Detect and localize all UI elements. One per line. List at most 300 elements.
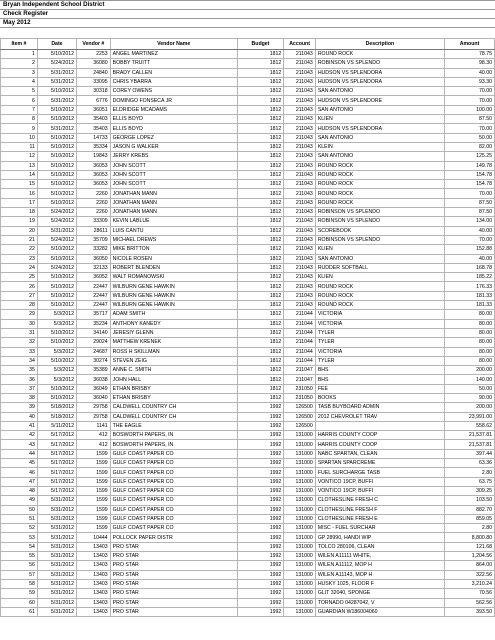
budget-cell: 1812 [237,263,284,272]
vendor-number-cell: 22447 [76,282,110,291]
date-cell: 5/10/2012 [37,142,76,151]
amount-cell: 98.30 [445,59,495,68]
item-cell: 40 [1,412,38,421]
budget-cell: 1992 [237,607,284,616]
budget-cell: 1812 [237,124,284,133]
budget-cell: 1992 [237,579,284,588]
vendor-number-cell: 1599 [76,486,110,495]
account-cell: 131000 [284,524,315,533]
account-cell: 131000 [284,440,315,449]
amount-cell: 80.00 [445,310,495,319]
budget-cell: 1992 [237,524,284,533]
table-row [1,282,495,291]
amount-cell: 309.25 [445,486,495,495]
table-row [1,217,495,226]
budget-cell: 1812 [237,310,284,319]
item-cell: 23 [1,254,38,263]
date-cell: 5/10/2012 [37,133,76,142]
district-title: Bryan Independent School District [3,1,105,8]
amount-cell: 125.25 [445,152,495,161]
vendor-name-cell: NICOLE ROSEN [110,254,237,263]
item-cell: 44 [1,449,38,458]
table-row [1,514,495,523]
date-cell: 5/3/2012 [37,347,76,356]
account-cell: 131000 [284,607,315,616]
date-cell: 5/10/2012 [37,198,76,207]
amount-cell: 80.00 [445,356,495,365]
table-row [1,496,495,505]
item-cell: 27 [1,291,38,300]
header-rule-3 [0,27,495,28]
description-cell: RUDDER SOFTBALL [315,263,444,272]
vendor-number-cell: 30318 [76,87,110,96]
table-row [1,235,495,244]
item-cell: 15 [1,180,38,189]
vendor-number-cell: 35334 [76,142,110,151]
account-cell: 211043 [284,245,315,254]
description-cell: TOLCO 280106, CLEAN [315,542,444,551]
amount-cell: 121.68 [445,542,495,551]
vendor-number-cell: 2260 [76,208,110,217]
item-cell: 22 [1,245,38,254]
vendor-name-cell: JONATHAN MANN [110,189,237,198]
header-top-rule [0,0,495,1]
table-row [1,115,495,124]
account-cell: 131000 [284,477,315,486]
account-cell: 211043 [284,142,315,151]
vendor-number-cell: 13403 [76,589,110,598]
amount-cell: 82.00 [445,142,495,151]
vendor-name-cell: WILBURN GENE HAWKIN [110,282,237,291]
vendor-name-cell: LUIS CANTU [110,226,237,235]
item-cell: 59 [1,589,38,598]
amount-cell: 181.33 [445,291,495,300]
amount-cell: 3,210.24 [445,579,495,588]
header-rule-2 [0,18,495,19]
budget-cell: 1812 [237,301,284,310]
item-cell: 39 [1,403,38,412]
date-cell: 5/17/2012 [37,449,76,458]
report-title: Check Register [3,10,49,17]
vendor-name-cell: PRO STAR [110,552,237,561]
budget-cell: 1992 [237,486,284,495]
amount-cell: 50.00 [445,384,495,393]
vendor-number-cell: 33282 [76,245,110,254]
vendor-number-cell: 29758 [76,412,110,421]
amount-cell: 393.50 [445,607,495,616]
description-cell: 2012 CHEVROLET TRAV [315,412,444,421]
vendor-number-cell: 30274 [76,356,110,365]
header-rule-1 [0,9,495,10]
vendor-name-cell: JERESIY GLENN [110,328,237,337]
vendor-number-cell: 1599 [76,449,110,458]
account-cell: 211044 [284,356,315,365]
vendor-name-cell: ANTHONY KANEDY [110,319,237,328]
table-row [1,366,495,375]
item-cell: 52 [1,524,38,533]
budget-cell: 1992 [237,514,284,523]
account-cell: 131000 [284,542,315,551]
budget-cell: 1812 [237,291,284,300]
item-cell: 14 [1,170,38,179]
date-cell: 5/24/2012 [37,217,76,226]
date-cell: 5/31/2012 [37,561,76,570]
date-cell: 5/10/2012 [37,273,76,282]
account-cell: 211043 [284,133,315,142]
vendor-number-cell: 36053 [76,161,110,170]
amount-cell: 80.00 [445,319,495,328]
item-cell: 46 [1,468,38,477]
account-cell: 211043 [284,282,315,291]
date-cell: 5/10/2012 [37,180,76,189]
vendor-number-cell: 13403 [76,570,110,579]
budget-cell: 1812 [237,198,284,207]
vendor-number-cell: 33095 [76,77,110,86]
item-cell: 49 [1,496,38,505]
description-cell: ROBINSON VS SPLENDO [315,217,444,226]
description-cell: ROUND ROCK [315,282,444,291]
amount-cell: 185.22 [445,273,495,282]
table-row [1,189,495,198]
account-cell: 211044 [284,328,315,337]
table-row [1,561,495,570]
description-cell: VICTORIA [315,347,444,356]
item-cell: 54 [1,542,38,551]
date-cell: 5/10/2012 [37,170,76,179]
account-cell: 131000 [284,486,315,495]
vendor-name-cell: JOHN SCOTT [110,161,237,170]
col-header-date: Date [37,39,76,50]
date-cell: 5/24/2012 [37,235,76,244]
amount-cell: 80.00 [445,347,495,356]
amount-cell: 70.00 [445,96,495,105]
amount-cell: 21,537.81 [445,440,495,449]
vendor-name-cell: ANGEL MARTINEZ [110,50,237,59]
vendor-number-cell: 35234 [76,319,110,328]
table-row [1,477,495,486]
account-cell: 211044 [284,347,315,356]
table-row [1,291,495,300]
account-cell: 131000 [284,496,315,505]
budget-cell: 1812 [237,328,284,337]
account-cell: 211043 [284,217,315,226]
vendor-number-cell: 2253 [76,50,110,59]
amount-cell: 859.05 [445,514,495,523]
item-cell: 55 [1,552,38,561]
budget-cell: 1992 [237,561,284,570]
vendor-number-cell: 35709 [76,235,110,244]
vendor-name-cell: STEVEN ZEIG [110,356,237,365]
table-row [1,598,495,607]
description-cell: TYLER [315,338,444,347]
vendor-name-cell: ELLIS BOYD [110,115,237,124]
account-cell: 211044 [284,338,315,347]
table-row [1,505,495,514]
account-cell: 211043 [284,273,315,282]
vendor-number-cell: 24687 [76,347,110,356]
vendor-name-cell: COREY OWENS [110,87,237,96]
item-cell: 8 [1,115,38,124]
vendor-name-cell: GULF COAST PAPER CO [110,486,237,495]
vendor-name-cell: DOMINGO FONSECA JR [110,96,237,105]
vendor-name-cell: MATTHEW KRENEK [110,338,237,347]
vendor-number-cell: 36053 [76,170,110,179]
description-cell: HARRIS COUNTY COOP [315,431,444,440]
table-row [1,319,495,328]
table-row [1,607,495,616]
item-cell: 51 [1,514,38,523]
description-cell: TORNADO 04287042, V [315,598,444,607]
account-cell: 211043 [284,161,315,170]
item-cell: 35 [1,366,38,375]
amount-cell: 70.56 [445,589,495,598]
table-row [1,310,495,319]
account-cell: 211043 [284,208,315,217]
budget-cell: 1992 [237,589,284,598]
date-cell: 5/10/2012 [37,115,76,124]
account-cell: 211043 [284,50,315,59]
vendor-name-cell: GULF COAST PAPER CO [110,477,237,486]
account-cell: 131000 [284,449,315,458]
description-cell: FUEL SURCHARGE TASB [315,468,444,477]
budget-cell: 1812 [237,87,284,96]
account-cell: 131000 [284,431,315,440]
description-cell: ROBINSON VS SPLENDO [315,59,444,68]
date-cell: 5/3/2012 [37,310,76,319]
description-cell: CLOTHESLINE FRESH F [315,505,444,514]
description-cell: WILEN A11143, MOP H [315,570,444,579]
table-row [1,152,495,161]
vendor-name-cell: GULF COAST PAPER CO [110,468,237,477]
amount-cell: 154.78 [445,170,495,179]
col-header-account: Account [284,39,315,50]
description-cell: BHS [315,366,444,375]
description-cell: HUSKY 1025, FLOOR F [315,579,444,588]
table-row [1,301,495,310]
amount-cell: 21,537.81 [445,431,495,440]
vendor-name-cell: GEORGE LOPEZ [110,133,237,142]
item-cell: 36 [1,375,38,384]
item-cell: 6 [1,96,38,105]
date-cell: 5/18/2012 [37,403,76,412]
date-cell: 5/31/2012 [37,589,76,598]
register-table [0,38,495,617]
table-row [1,328,495,337]
budget-cell: 1812 [237,208,284,217]
table-row [1,59,495,68]
table-row [1,105,495,114]
budget-cell: 1812 [237,245,284,254]
vendor-name-cell: PRO STAR [110,579,237,588]
date-cell: 5/10/2012 [37,105,76,114]
vendor-name-cell: POLLOCK PAPER DISTR [110,533,237,542]
budget-cell: 1812 [237,105,284,114]
vendor-number-cell: 24840 [76,68,110,77]
amount-cell: 1,204.56 [445,552,495,561]
account-cell: 211044 [284,319,315,328]
budget-cell: 1812 [237,393,284,402]
account-cell: 211043 [284,87,315,96]
description-cell: HARRIS COUNTY COOP [315,440,444,449]
description-cell: VONTICO 19CP, BUFFI [315,477,444,486]
description-cell: HUDSON VS SPLENDORA [315,124,444,133]
vendor-name-cell: PRO STAR [110,598,237,607]
description-cell: TYLER [315,356,444,365]
vendor-number-cell: 13403 [76,561,110,570]
description-cell: SAN ANTONIO [315,152,444,161]
table-row [1,87,495,96]
item-cell: 32 [1,338,38,347]
table-row [1,384,495,393]
vendor-name-cell: GULF COAST PAPER CO [110,496,237,505]
account-cell: 211043 [284,291,315,300]
vendor-name-cell: GULF COAST PAPER CO [110,524,237,533]
table-row [1,440,495,449]
description-cell: CLOTHESLINE FRESH E [315,514,444,523]
amount-cell: 80.00 [445,328,495,337]
table-row [1,347,495,356]
budget-cell: 1812 [237,356,284,365]
item-cell: 21 [1,235,38,244]
col-header-item: Item # [1,39,38,50]
account-cell: 231050 [284,384,315,393]
account-cell: 211043 [284,170,315,179]
description-cell: ROUND ROCK [315,170,444,179]
budget-cell: 1992 [237,468,284,477]
description-cell: VONTICO 19CP, BUFFI [315,486,444,495]
date-cell: 5/31/2012 [37,505,76,514]
budget-cell: 1812 [237,226,284,235]
vendor-number-cell: 35403 [76,124,110,133]
amount-cell: 40.00 [445,254,495,263]
description-cell: ROUND ROCK [315,180,444,189]
account-cell: 131000 [284,514,315,523]
table-row [1,421,495,430]
budget-cell: 1812 [237,347,284,356]
description-cell: SAN ANTONIO [315,105,444,114]
description-cell: HUDSON VS SPLENDORA [315,77,444,86]
budget-cell: 1992 [237,449,284,458]
description-cell: SAN ANTONIO [315,87,444,96]
description-cell: KLIEN [315,245,444,254]
table-row [1,124,495,133]
account-cell: 211047 [284,375,315,384]
date-cell: 5/3/2012 [37,319,76,328]
table-row [1,133,495,142]
date-cell: 5/17/2012 [37,486,76,495]
description-cell: KLIEN [315,115,444,124]
description-cell: NABC SPARTAN, CLEAN [315,449,444,458]
date-cell: 5/31/2012 [37,552,76,561]
account-cell: 131000 [284,468,315,477]
vendor-name-cell: GULF COAST PAPER CO [110,514,237,523]
date-cell: 5/10/2012 [37,254,76,263]
item-cell: 50 [1,505,38,514]
vendor-name-cell: PRO STAR [110,542,237,551]
amount-cell: 8,800.80 [445,533,495,542]
budget-cell: 1812 [237,189,284,198]
description-cell: WILEN A11112, MOP H [315,561,444,570]
vendor-number-cell: 13403 [76,542,110,551]
account-cell: 211047 [284,366,315,375]
table-row [1,356,495,365]
vendor-number-cell: 19843 [76,152,110,161]
vendor-number-cell: 6776 [76,96,110,105]
amount-cell: 93.30 [445,77,495,86]
vendor-number-cell: 1599 [76,477,110,486]
report-period: May 2012 [3,19,31,26]
amount-cell: 50.00 [445,133,495,142]
vendor-name-cell: PRO STAR [110,589,237,598]
budget-cell: 1812 [237,254,284,263]
date-cell: 5/31/2012 [37,542,76,551]
date-cell: 5/31/2012 [37,579,76,588]
vendor-number-cell: 22447 [76,291,110,300]
date-cell: 5/31/2012 [37,226,76,235]
account-cell: 211043 [284,96,315,105]
item-cell: 1 [1,50,38,59]
date-cell: 5/10/2012 [37,301,76,310]
amount-cell: 70.00 [445,189,495,198]
description-cell: ROUND ROCK [315,161,444,170]
account-cell: 211044 [284,310,315,319]
description-cell: BHS [315,375,444,384]
table-row [1,263,495,272]
description-cell: SAN ANTONIO [315,133,444,142]
vendor-name-cell: ETHAN BRISBY [110,384,237,393]
account-cell: 211043 [284,124,315,133]
vendor-number-cell: 29758 [76,403,110,412]
vendor-name-cell: KEVIN LABLUE [110,217,237,226]
account-cell: 131000 [284,505,315,514]
table-row [1,245,495,254]
item-cell: 31 [1,328,38,337]
table-row [1,486,495,495]
budget-cell: 1812 [237,282,284,291]
vendor-name-cell: JONATHAN MANN [110,208,237,217]
col-header-vendor-number: Vendor # [76,39,110,50]
table-row [1,50,495,59]
amount-cell: 152.88 [445,245,495,254]
date-cell: 5/10/2012 [37,393,76,402]
account-cell: 211043 [284,105,315,114]
description-cell: CLOTHESLINE FRESH C [315,496,444,505]
item-cell: 28 [1,301,38,310]
date-cell: 5/10/2012 [37,161,76,170]
col-header-amount: Amount [445,39,495,50]
budget-cell: 1992 [237,477,284,486]
vendor-name-cell: BRADY CALLEN [110,68,237,77]
vendor-name-cell: CHRIS YBARRA [110,77,237,86]
item-cell: 42 [1,431,38,440]
budget-cell: 1812 [237,217,284,226]
vendor-number-cell: 1141 [76,421,110,430]
amount-cell: 176.33 [445,282,495,291]
vendor-name-cell: MICHAEL DREWS [110,235,237,244]
amount-cell: 70.00 [445,87,495,96]
vendor-name-cell: PRO STAR [110,561,237,570]
vendor-number-cell: 28611 [76,226,110,235]
vendor-number-cell: 1599 [76,459,110,468]
description-cell: MISC - FUEL SURCHAR [315,524,444,533]
table-row [1,161,495,170]
table-row [1,589,495,598]
date-cell: 5/24/2012 [37,208,76,217]
account-cell: 211043 [284,152,315,161]
budget-cell: 1992 [237,440,284,449]
item-cell: 25 [1,273,38,282]
budget-cell: 1992 [237,505,284,514]
